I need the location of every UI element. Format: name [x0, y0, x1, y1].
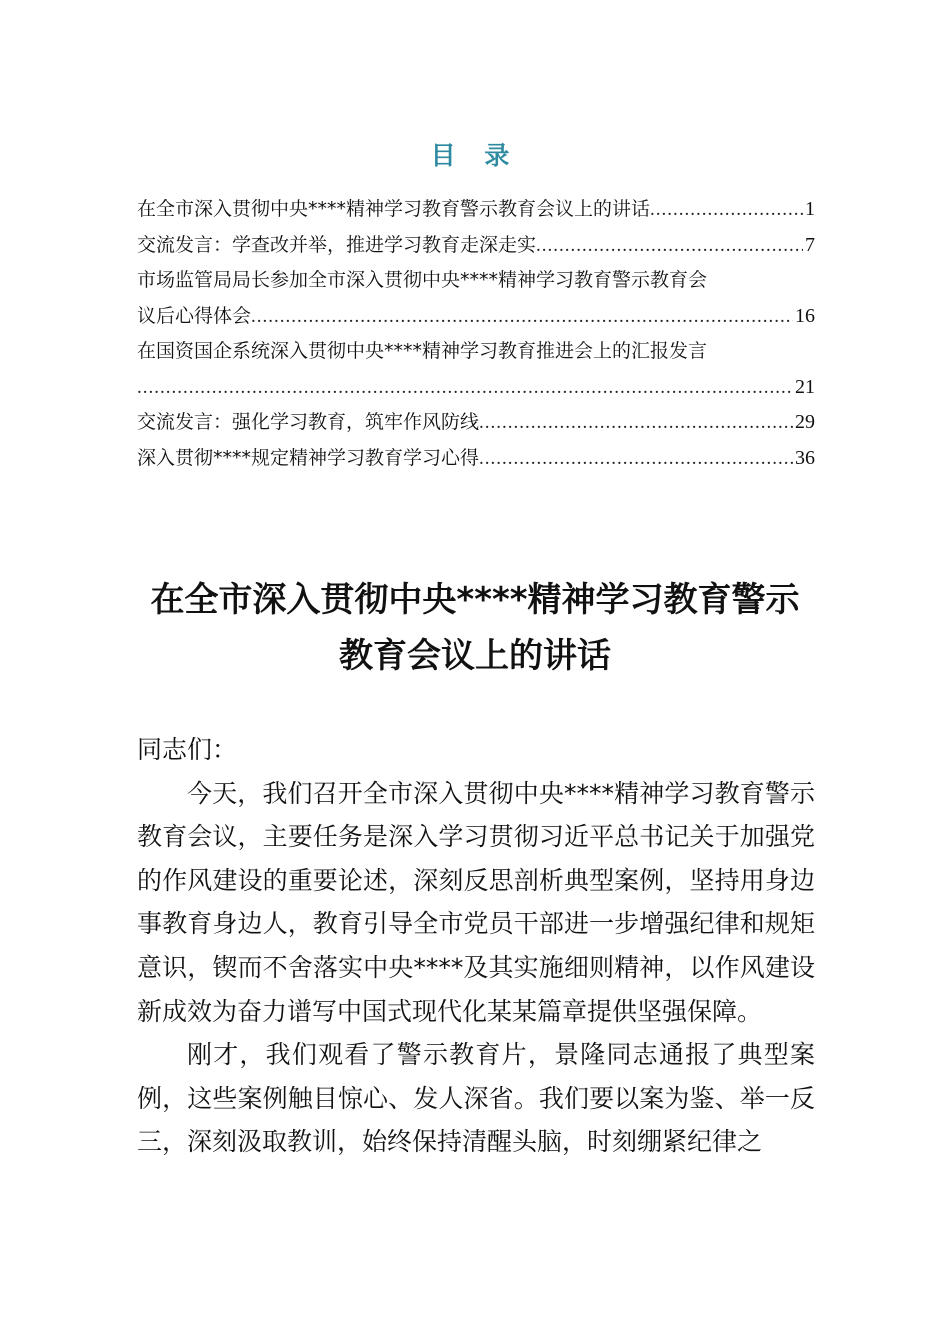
toc-entry-text: 议后心得体会 — [137, 304, 252, 327]
document-body — [137, 728, 815, 1164]
toc-page-number: 7 — [805, 233, 815, 256]
toc-entry-4[interactable] — [137, 334, 815, 405]
toc-leader-dots — [536, 228, 803, 264]
toc-leader-dots — [137, 370, 793, 406]
salutation: 同志们： — [137, 735, 238, 764]
body-paragraph-2: 刚才，我们观看了警示教育片，景隆同志通报了典型案例，这些案例触目惊心、发人深省。我们要以案为鉴、举一反三，深刻汲取教训，始终保持清醒头脑，时刻绷紧纪律之 — [137, 1040, 815, 1157]
toc-leader-dots — [650, 192, 803, 228]
toc-entry-text-line1: 市场监管局局长参加全市深入贯彻中央****精神学习教育警示教育会 — [137, 269, 708, 291]
toc-title: 目 录 — [430, 141, 520, 170]
body-paragraph-1: 今天，我们召开全市深入贯彻中央****精神学习教育警示教育会议，主要任务是深入学习贯彻习近平总书记关于加强党的作风建设的重要论述，深刻反思剖析典型案例，坚持用身边事教育身边人，教育引导全市党员干部进一步增强纪律和规矩意识，锲而不舍落实中央****及其实施细则精神，以作风建设新成效为奋力谱写中国式现代化某某篇章提供坚强保障。 — [137, 778, 815, 1026]
table-of-contents — [137, 192, 815, 476]
toc-entry-2[interactable] — [137, 228, 815, 264]
toc-page-number: 16 — [795, 304, 815, 327]
document-title-line1: 在全市深入贯彻中央****精神学习教育警示 — [150, 580, 800, 620]
toc-entry-3[interactable] — [137, 263, 815, 334]
toc-entry-1[interactable] — [137, 192, 815, 228]
toc-page-number: 36 — [795, 446, 815, 469]
toc-entry-text-line1: 在国资国企系统深入贯彻中央****精神学习教育推进会上的汇报发言 — [137, 340, 708, 362]
toc-page-number: 1 — [805, 198, 815, 220]
toc-entry-text: 交流发言：学查改并举，推进学习教育走深走实 — [137, 233, 537, 256]
document-title — [100, 572, 850, 684]
document-title-line2: 教育会议上的讲话 — [339, 636, 611, 676]
toc-leader-dots — [479, 441, 793, 477]
toc-page-number: 21 — [795, 375, 815, 398]
toc-entry-text: 在全市深入贯彻中央****精神学习教育警示教育会议上的讲话 — [137, 198, 651, 220]
toc-entry-6[interactable] — [137, 441, 815, 477]
toc-entry-text: 深入贯彻****规定精神学习教育学习心得 — [137, 446, 480, 469]
toc-entry-text: 交流发言：强化学习教育，筑牢作风防线 — [137, 411, 480, 433]
toc-leader-dots — [479, 405, 793, 441]
toc-entry-5[interactable] — [137, 405, 815, 441]
toc-page-number: 29 — [795, 411, 815, 433]
toc-leader-dots — [251, 299, 793, 335]
